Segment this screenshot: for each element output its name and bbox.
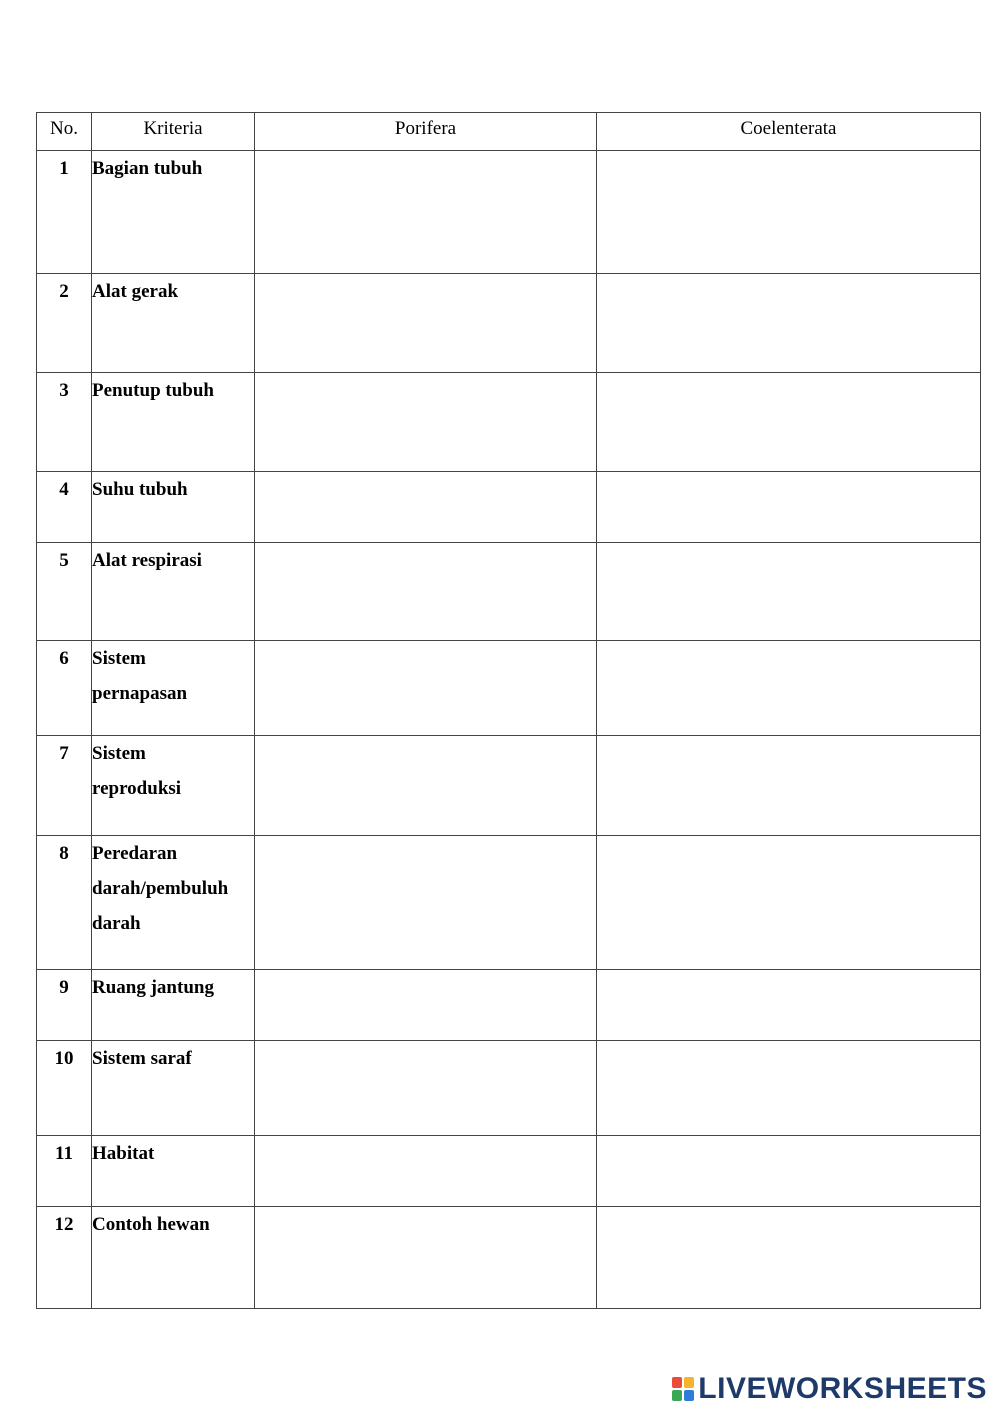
row-number: 6 xyxy=(37,641,92,736)
header-no: No. xyxy=(37,113,92,151)
porifera-answer-cell[interactable] xyxy=(255,1041,597,1136)
table-row xyxy=(37,1041,981,1136)
kriteria-cell xyxy=(92,1041,255,1136)
header-coelenterata: Coelenterata xyxy=(597,113,981,151)
table-row xyxy=(37,373,981,472)
porifera-answer-cell[interactable] xyxy=(255,373,597,472)
kriteria-label-line: Alat respirasi xyxy=(92,550,202,571)
kriteria-label-line: Sistem xyxy=(92,648,146,669)
table-row xyxy=(37,472,981,543)
table-row xyxy=(37,151,981,274)
kriteria-cell xyxy=(92,274,255,373)
coelenterata-answer-cell[interactable] xyxy=(597,641,981,736)
row-number: 12 xyxy=(37,1207,92,1309)
kriteria-label-line: Contoh hewan xyxy=(92,1214,210,1235)
row-number: 5 xyxy=(37,543,92,641)
porifera-answer-cell[interactable] xyxy=(255,151,597,274)
header-porifera: Porifera xyxy=(255,113,597,151)
kriteria-cell xyxy=(92,373,255,472)
logo-square xyxy=(672,1390,682,1401)
kriteria-label-line: darah/pembuluh xyxy=(92,878,229,899)
coelenterata-answer-cell[interactable] xyxy=(597,472,981,543)
table-body xyxy=(37,151,981,1309)
coelenterata-answer-cell[interactable] xyxy=(597,151,981,274)
kriteria-cell xyxy=(92,836,255,970)
kriteria-label-line: Alat gerak xyxy=(92,281,179,302)
porifera-answer-cell[interactable] xyxy=(255,641,597,736)
table-row xyxy=(37,836,981,970)
kriteria-label-line: Suhu tubuh xyxy=(92,479,188,500)
row-number: 9 xyxy=(37,970,92,1041)
kriteria-cell xyxy=(92,970,255,1041)
coelenterata-answer-cell[interactable] xyxy=(597,1041,981,1136)
row-number: 11 xyxy=(37,1136,92,1207)
kriteria-label-line: Habitat xyxy=(92,1143,155,1164)
table-row xyxy=(37,1207,981,1309)
logo-square xyxy=(672,1377,682,1388)
porifera-answer-cell[interactable] xyxy=(255,543,597,641)
table-row xyxy=(37,641,981,736)
row-number: 3 xyxy=(37,373,92,472)
table-row xyxy=(37,970,981,1041)
table-row xyxy=(37,1136,981,1207)
logo-square xyxy=(684,1390,694,1401)
kriteria-cell xyxy=(92,1136,255,1207)
kriteria-label-line: Bagian tubuh xyxy=(92,158,203,179)
kriteria-cell xyxy=(92,1207,255,1309)
kriteria-label-line: Sistem xyxy=(92,743,146,764)
liveworksheets-logo xyxy=(672,1372,987,1406)
coelenterata-answer-cell[interactable] xyxy=(597,1207,981,1309)
row-number: 4 xyxy=(37,472,92,543)
header-kriteria: Kriteria xyxy=(92,113,255,151)
liveworksheets-logo-icon xyxy=(672,1377,694,1401)
porifera-answer-cell[interactable] xyxy=(255,836,597,970)
kriteria-cell xyxy=(92,543,255,641)
coelenterata-answer-cell[interactable] xyxy=(597,1136,981,1207)
table-header-row xyxy=(37,113,981,151)
porifera-answer-cell[interactable] xyxy=(255,970,597,1041)
kriteria-label-line: Peredaran xyxy=(92,843,178,864)
criteria-table xyxy=(36,112,981,1309)
coelenterata-answer-cell[interactable] xyxy=(597,736,981,836)
row-number: 8 xyxy=(37,836,92,970)
porifera-answer-cell[interactable] xyxy=(255,472,597,543)
porifera-answer-cell[interactable] xyxy=(255,1207,597,1309)
kriteria-cell xyxy=(92,736,255,836)
table-row xyxy=(37,736,981,836)
kriteria-cell xyxy=(92,641,255,736)
kriteria-label-line: darah xyxy=(92,913,141,934)
coelenterata-answer-cell[interactable] xyxy=(597,836,981,970)
kriteria-cell xyxy=(92,472,255,543)
kriteria-label-line: Sistem saraf xyxy=(92,1048,192,1069)
row-number: 7 xyxy=(37,736,92,836)
kriteria-cell xyxy=(92,151,255,274)
logo-text: LIVEWORKSHEETS xyxy=(698,1372,987,1405)
row-number: 2 xyxy=(37,274,92,373)
porifera-answer-cell[interactable] xyxy=(255,274,597,373)
coelenterata-answer-cell[interactable] xyxy=(597,373,981,472)
kriteria-label-line: pernapasan xyxy=(92,683,188,704)
row-number: 10 xyxy=(37,1041,92,1136)
kriteria-label-line: Ruang jantung xyxy=(92,977,214,998)
porifera-answer-cell[interactable] xyxy=(255,736,597,836)
coelenterata-answer-cell[interactable] xyxy=(597,274,981,373)
porifera-answer-cell[interactable] xyxy=(255,1136,597,1207)
kriteria-label-line: Penutup tubuh xyxy=(92,380,214,401)
table-row xyxy=(37,543,981,641)
coelenterata-answer-cell[interactable] xyxy=(597,543,981,641)
row-number: 1 xyxy=(37,151,92,274)
logo-square xyxy=(684,1377,694,1388)
kriteria-label-line: reproduksi xyxy=(92,778,182,799)
coelenterata-answer-cell[interactable] xyxy=(597,970,981,1041)
table-row xyxy=(37,274,981,373)
